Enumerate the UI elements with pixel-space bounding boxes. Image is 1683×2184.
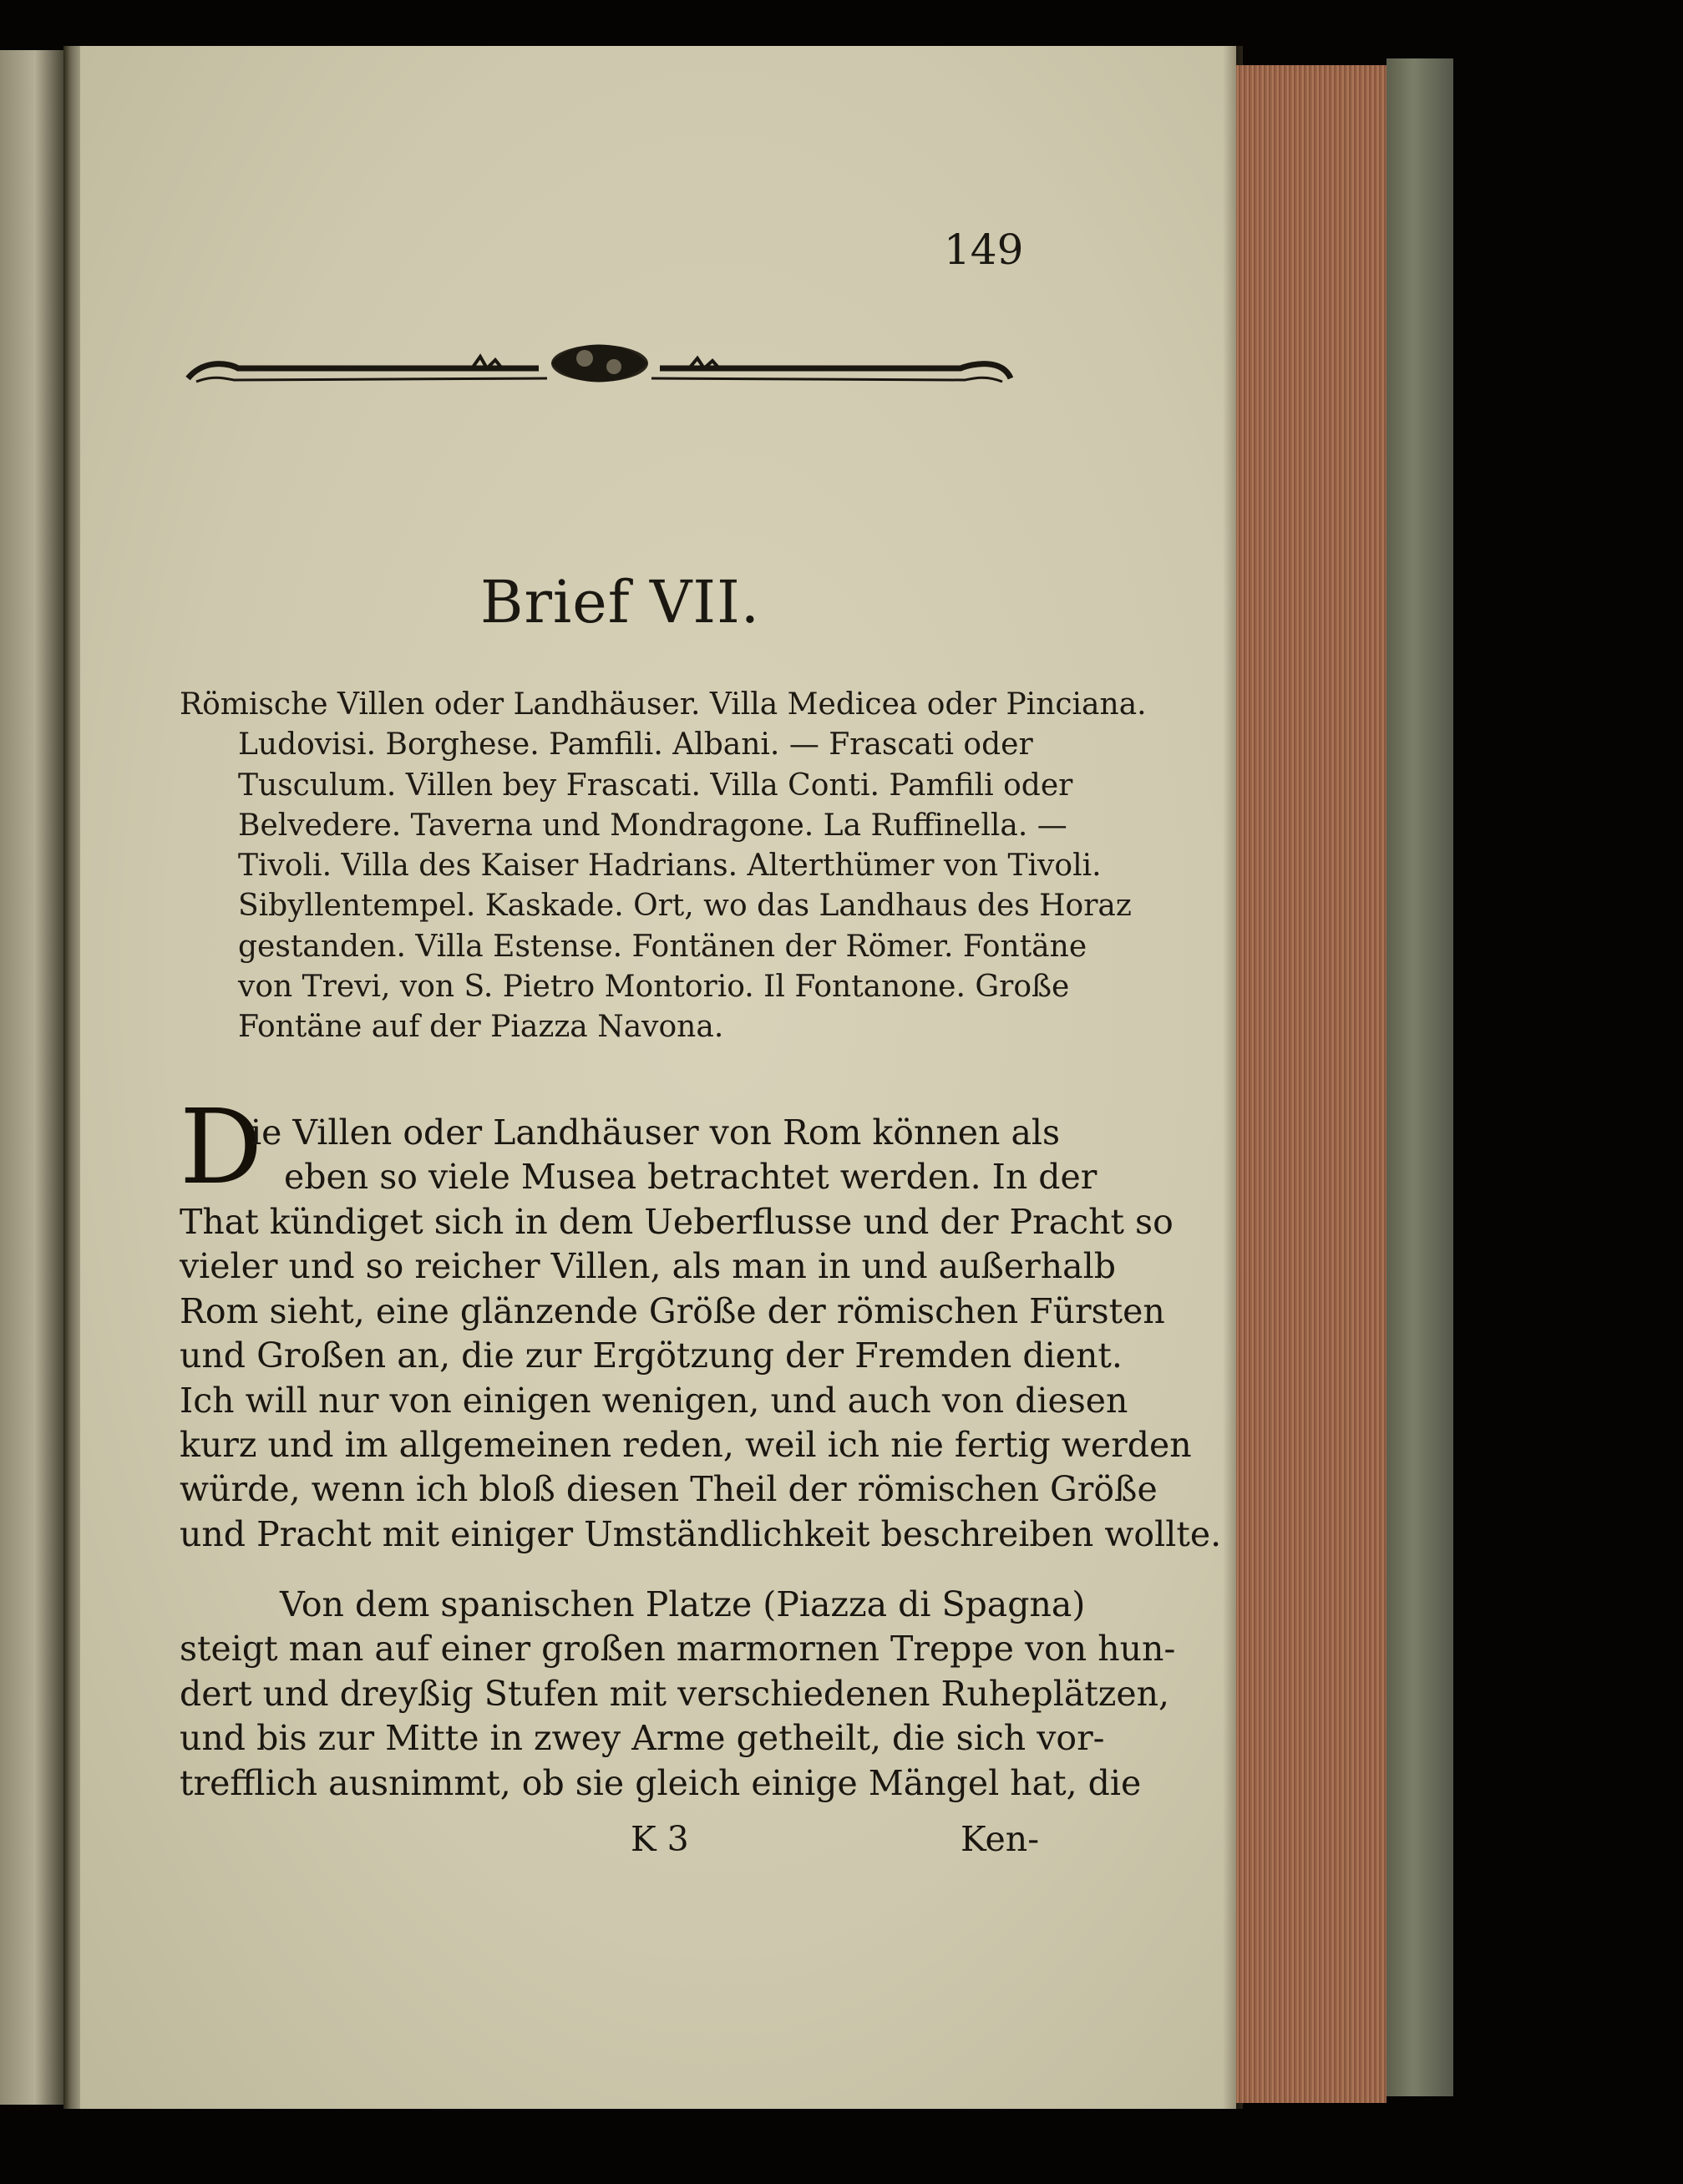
left-page-edge xyxy=(0,50,63,2105)
text-line: vieler und so reicher Villen, als man in und außerhalb xyxy=(180,1246,1116,1287)
signature-mark: K 3 xyxy=(631,1819,689,1859)
text-line: und Pracht mit einiger Umständlichkeit beschreiben wollte. xyxy=(180,1513,1222,1554)
book-cover-edge xyxy=(1386,58,1453,2096)
text-line: eben so viele Musea betrachtet werden. In der xyxy=(284,1157,1097,1198)
page-block-edge xyxy=(1236,65,1386,2103)
letter-title: Brief VII. xyxy=(480,568,760,636)
text-line: Von dem spanischen Platze (Piazza di Spagna) xyxy=(280,1584,1086,1624)
summary-line: Fontäne auf der Piazza Navona. xyxy=(238,1010,724,1045)
text-line: und bis zur Mitte in zwey Arme getheilt, die sich vor- xyxy=(180,1718,1105,1759)
summary-line: Tusculum. Villen bey Frascati. Villa Conti. Pamfili oder xyxy=(238,768,1073,803)
text-line: kurz und im allgemeinen reden, weil ich nie fertig werden xyxy=(180,1425,1192,1466)
text-line: dert und dreyßig Stufen mit verschiedenen Ruheplätzen, xyxy=(180,1673,1170,1714)
paragraph-1-body xyxy=(180,1200,1222,1557)
text-line: Rom sieht, eine glänzende Größe der römischen Fürsten xyxy=(180,1290,1165,1331)
summary-line: Tivoli. Villa des Kaiser Hadrians. Alterthümer von Tivoli. xyxy=(238,849,1102,884)
text-line: That kündiget sich in dem Ueberflusse und der Pracht so xyxy=(180,1202,1174,1242)
text-line: und Großen an, die zur Ergötzung der Fremden dient. xyxy=(180,1335,1123,1376)
summary-line: gestanden. Villa Estense. Fontänen der Römer. Fontäne xyxy=(238,929,1087,964)
page-number: 149 xyxy=(944,225,1024,274)
text-line: ie Villen oder Landhäuser von Rom können als xyxy=(251,1112,1061,1153)
text-line: würde, wenn ich bloß diesen Theil der römischen Größe xyxy=(180,1469,1158,1510)
text-line: trefflich ausnimmt, ob sie gleich einige Mängel hat, die xyxy=(180,1762,1142,1803)
summary-line: von Trevi, von S. Pietro Montorio. Il Fontanone. Große xyxy=(238,970,1070,1005)
paragraph-1-opening xyxy=(251,1111,1097,1200)
ornamental-rule xyxy=(180,330,1019,395)
summary-line: Ludovisi. Borghese. Pamfili. Albani. — Frascati oder xyxy=(238,727,1033,763)
catchword: Ken- xyxy=(961,1819,1040,1859)
text-line: steigt man auf einer großen marmornen Treppe von hun- xyxy=(180,1629,1176,1670)
paragraph-2 xyxy=(180,1583,1176,1806)
summary-line: Belvedere. Taverna und Mondragone. La Ruffinella. — xyxy=(238,808,1067,843)
text-line: Ich will nur von einigen wenigen, und auch von diesen xyxy=(180,1380,1128,1421)
chapter-summary xyxy=(180,685,1147,1048)
summary-line: Römische Villen oder Landhäuser. Villa Medicea oder Pinciana. xyxy=(180,687,1147,722)
summary-line: Sibyllentempel. Kaskade. Ort, wo das Landhaus des Horaz xyxy=(238,889,1132,924)
drop-cap: D xyxy=(180,1087,263,1208)
book-gutter xyxy=(63,46,80,2109)
